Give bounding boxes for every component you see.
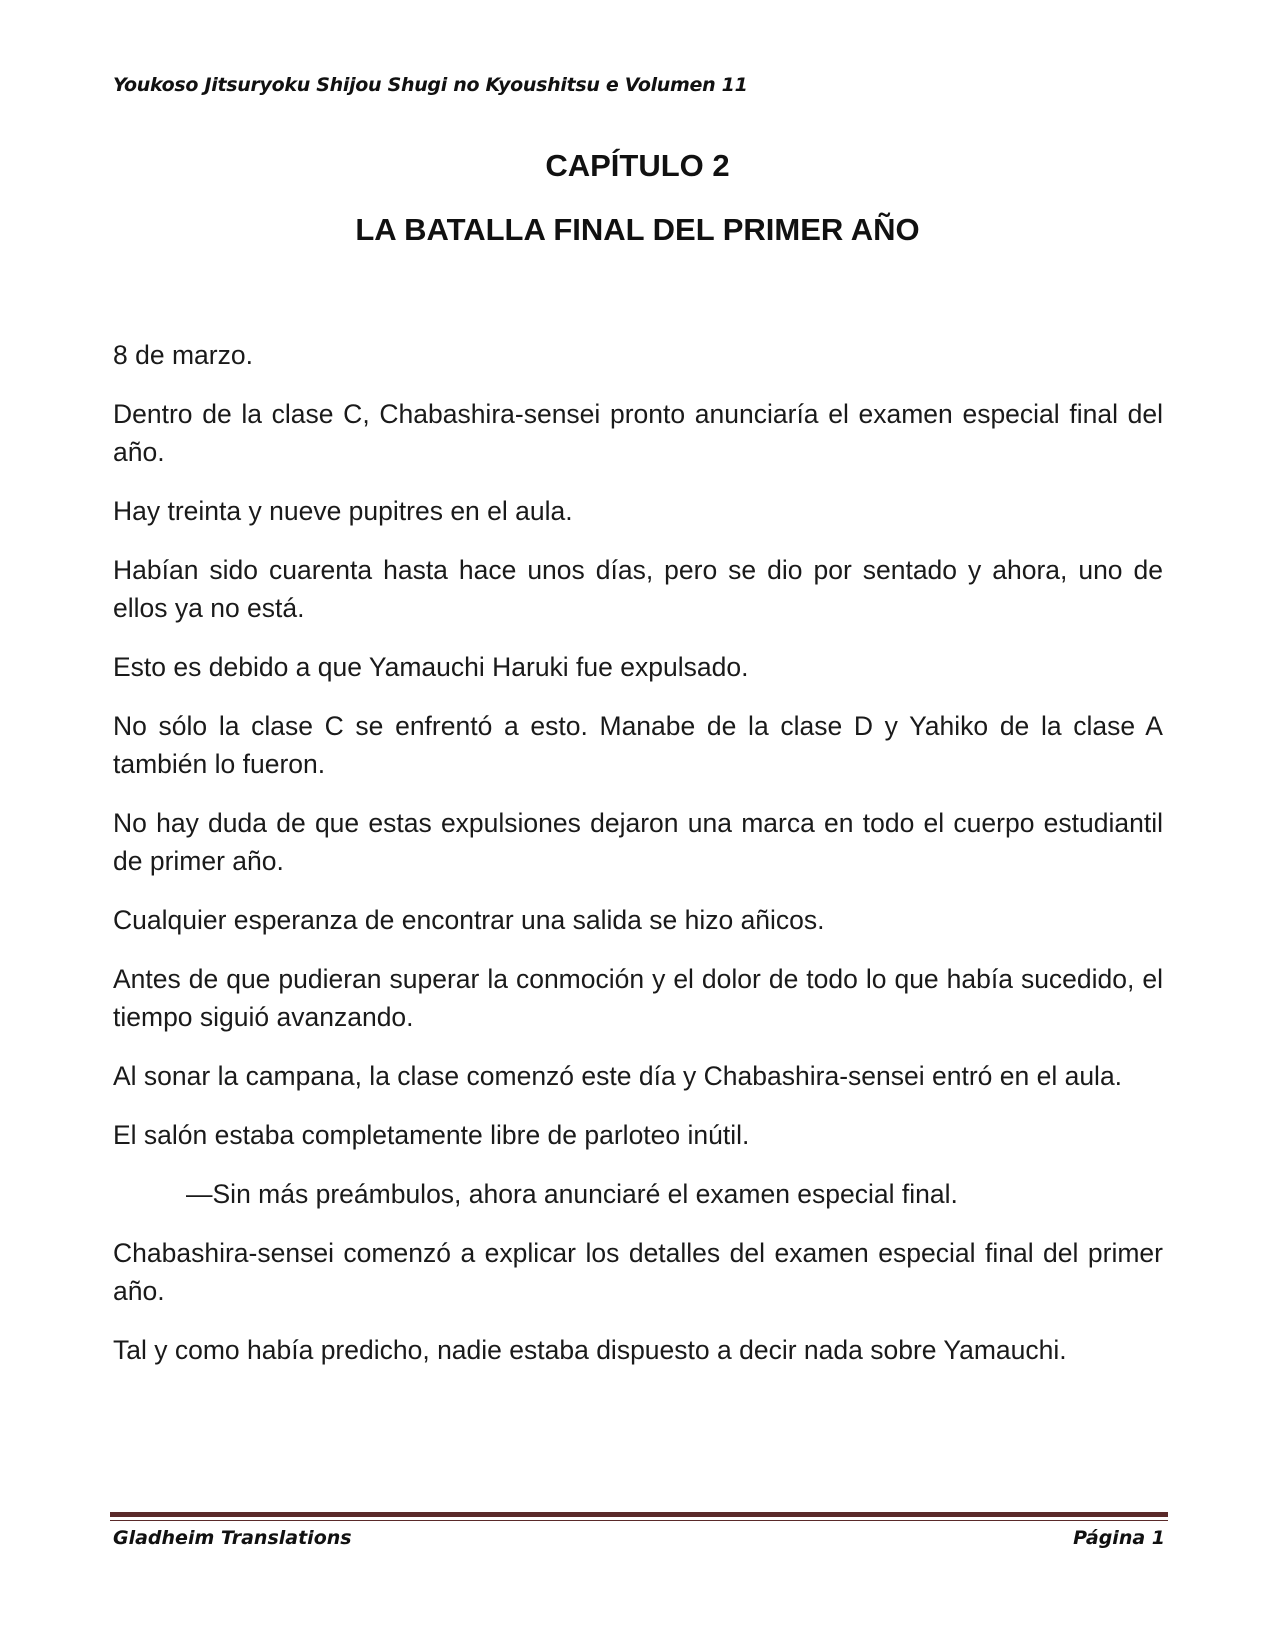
paragraph: Habían sido cuarenta hasta hace unos días, pero se dio por sentado y ahora, uno de ellos ya no está.: [113, 555, 1163, 623]
footer-rule-thin: [110, 1520, 1168, 1521]
paragraph: No sólo la clase C se enfrentó a esto. Manabe de la clase D y Yahiko de la clase A también lo fueron.: [113, 711, 1163, 779]
chapter-heading: [0, 148, 1275, 248]
paragraph: No hay duda de que estas expulsiones dejaron una marca en todo el cuerpo estudiantil de primer año.: [113, 808, 1163, 876]
paragraph: Chabashira-sensei comenzó a explicar los detalles del examen especial final del primer año.: [113, 1238, 1163, 1306]
page-footer: [113, 1527, 1165, 1549]
paragraph: Esto es debido a que Yamauchi Haruki fue expulsado.: [113, 652, 749, 682]
paragraph: Tal y como había predicho, nadie estaba dispuesto a decir nada sobre Yamauchi.: [113, 1335, 1067, 1365]
paragraph: Hay treinta y nueve pupitres en el aula.: [113, 496, 573, 526]
paragraph: El salón estaba completamente libre de parloteo inútil.: [113, 1120, 750, 1150]
footer-credit: Gladheim Translations: [113, 1527, 352, 1549]
body-text: [113, 336, 1163, 1390]
paragraph: Antes de que pudieran superar la conmoción y el dolor de todo lo que había sucedido, el tiempo siguió avanzando.: [113, 964, 1163, 1032]
footer-rule: [110, 1512, 1168, 1517]
chapter-title: LA BATALLA FINAL DEL PRIMER AÑO: [355, 212, 920, 247]
paragraph: Cualquier esperanza de encontrar una salida se hizo añicos.: [113, 905, 825, 935]
paragraph: 8 de marzo.: [113, 340, 253, 370]
paragraph: Al sonar la campana, la clase comenzó este día y Chabashira-sensei entró en el aula.: [113, 1061, 1123, 1091]
page-number: Página 1: [1073, 1527, 1165, 1549]
running-header: Youkoso Jitsuryoku Shijou Shugi no Kyoushitsu e Volumen 11: [113, 74, 748, 96]
chapter-number: CAPÍTULO 2: [545, 148, 730, 183]
dialog-paragraph: —Sin más preámbulos, ahora anunciaré el examen especial final.: [186, 1179, 958, 1209]
paragraph: Dentro de la clase C, Chabashira-sensei pronto anunciaría el examen especial final del año.: [113, 399, 1163, 467]
